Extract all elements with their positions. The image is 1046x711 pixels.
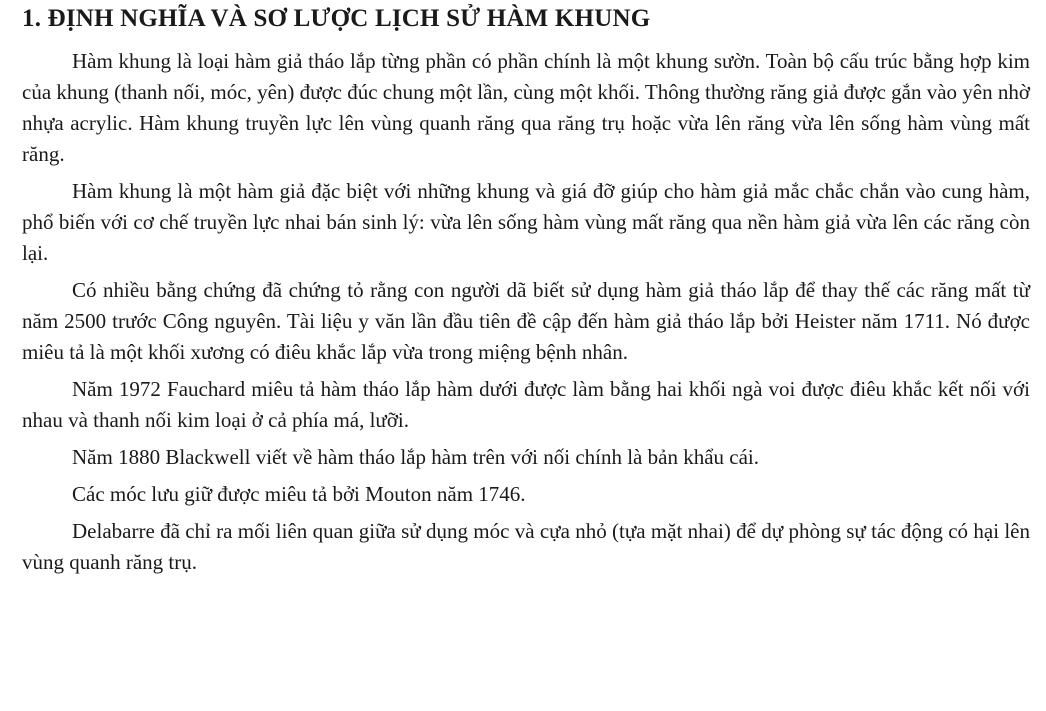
- paragraph-delabarre: Delabarre đã chỉ ra mối liên quan giữa sử dụng móc và cựa nhỏ (tựa mặt nhai) để dự phòng sự tác động có hại lên vùng quanh răng trụ.: [22, 519, 1030, 574]
- paragraph-fauchard: Năm 1972 Fauchard miêu tả hàm tháo lắp hàm dưới được làm bằng hai khối ngà voi được điêu khắc kết nối với nhau và thanh nối kim loại ở cả phía má, lưỡi.: [22, 377, 1030, 432]
- section-heading: 1. ĐỊNH NGHĨA VÀ SƠ LƯỢC LỊCH SỬ HÀM KHUNG: [22, 5, 651, 32]
- paragraph-special-denture: Hàm khung là một hàm giả đặc biệt với những khung và giá đỡ giúp cho hàm giả mắc chắc chắn vào cung hàm, phổ biến với cơ chế truyền lực nhai bán sinh lý: vừa lên sống hàm vùng mất răng qua nền hàm giả vừa lên các răng còn lại.: [22, 179, 1030, 265]
- paragraph-definition: Hàm khung là loại hàm giả tháo lắp từng phần có phần chính là một khung sườn. Toàn bộ cấu trúc bằng hợp kim của khung (thanh nối, móc, yên) được đúc chung một lần, cùng một khối. Thông thường răng giả được gắn vào yên nhờ nhựa acrylic. Hàm khung truyền lực lên vùng quanh răng qua răng trụ hoặc vừa lên răng vừa lên sống hàm vùng mất răng.: [22, 49, 1030, 166]
- paragraph-mouton: Các móc lưu giữ được miêu tả bởi Mouton năm 1746.: [72, 482, 526, 506]
- paragraph-history-evidence: Có nhiều bằng chứng đã chứng tỏ rằng con người dã biết sử dụng hàm giả tháo lắp để thay thế các răng mất từ năm 2500 trước Công nguyên. Tài liệu y văn lần đầu tiên đề cập đến hàm giả tháo lắp bởi Heister năm 1711. Nó được miêu tả là một khối xương có điêu khắc lắp vừa trong miệng bệnh nhân.: [22, 278, 1030, 364]
- paragraph-blackwell: Năm 1880 Blackwell viết về hàm tháo lắp hàm trên với nối chính là bản khẩu cái.: [72, 445, 759, 469]
